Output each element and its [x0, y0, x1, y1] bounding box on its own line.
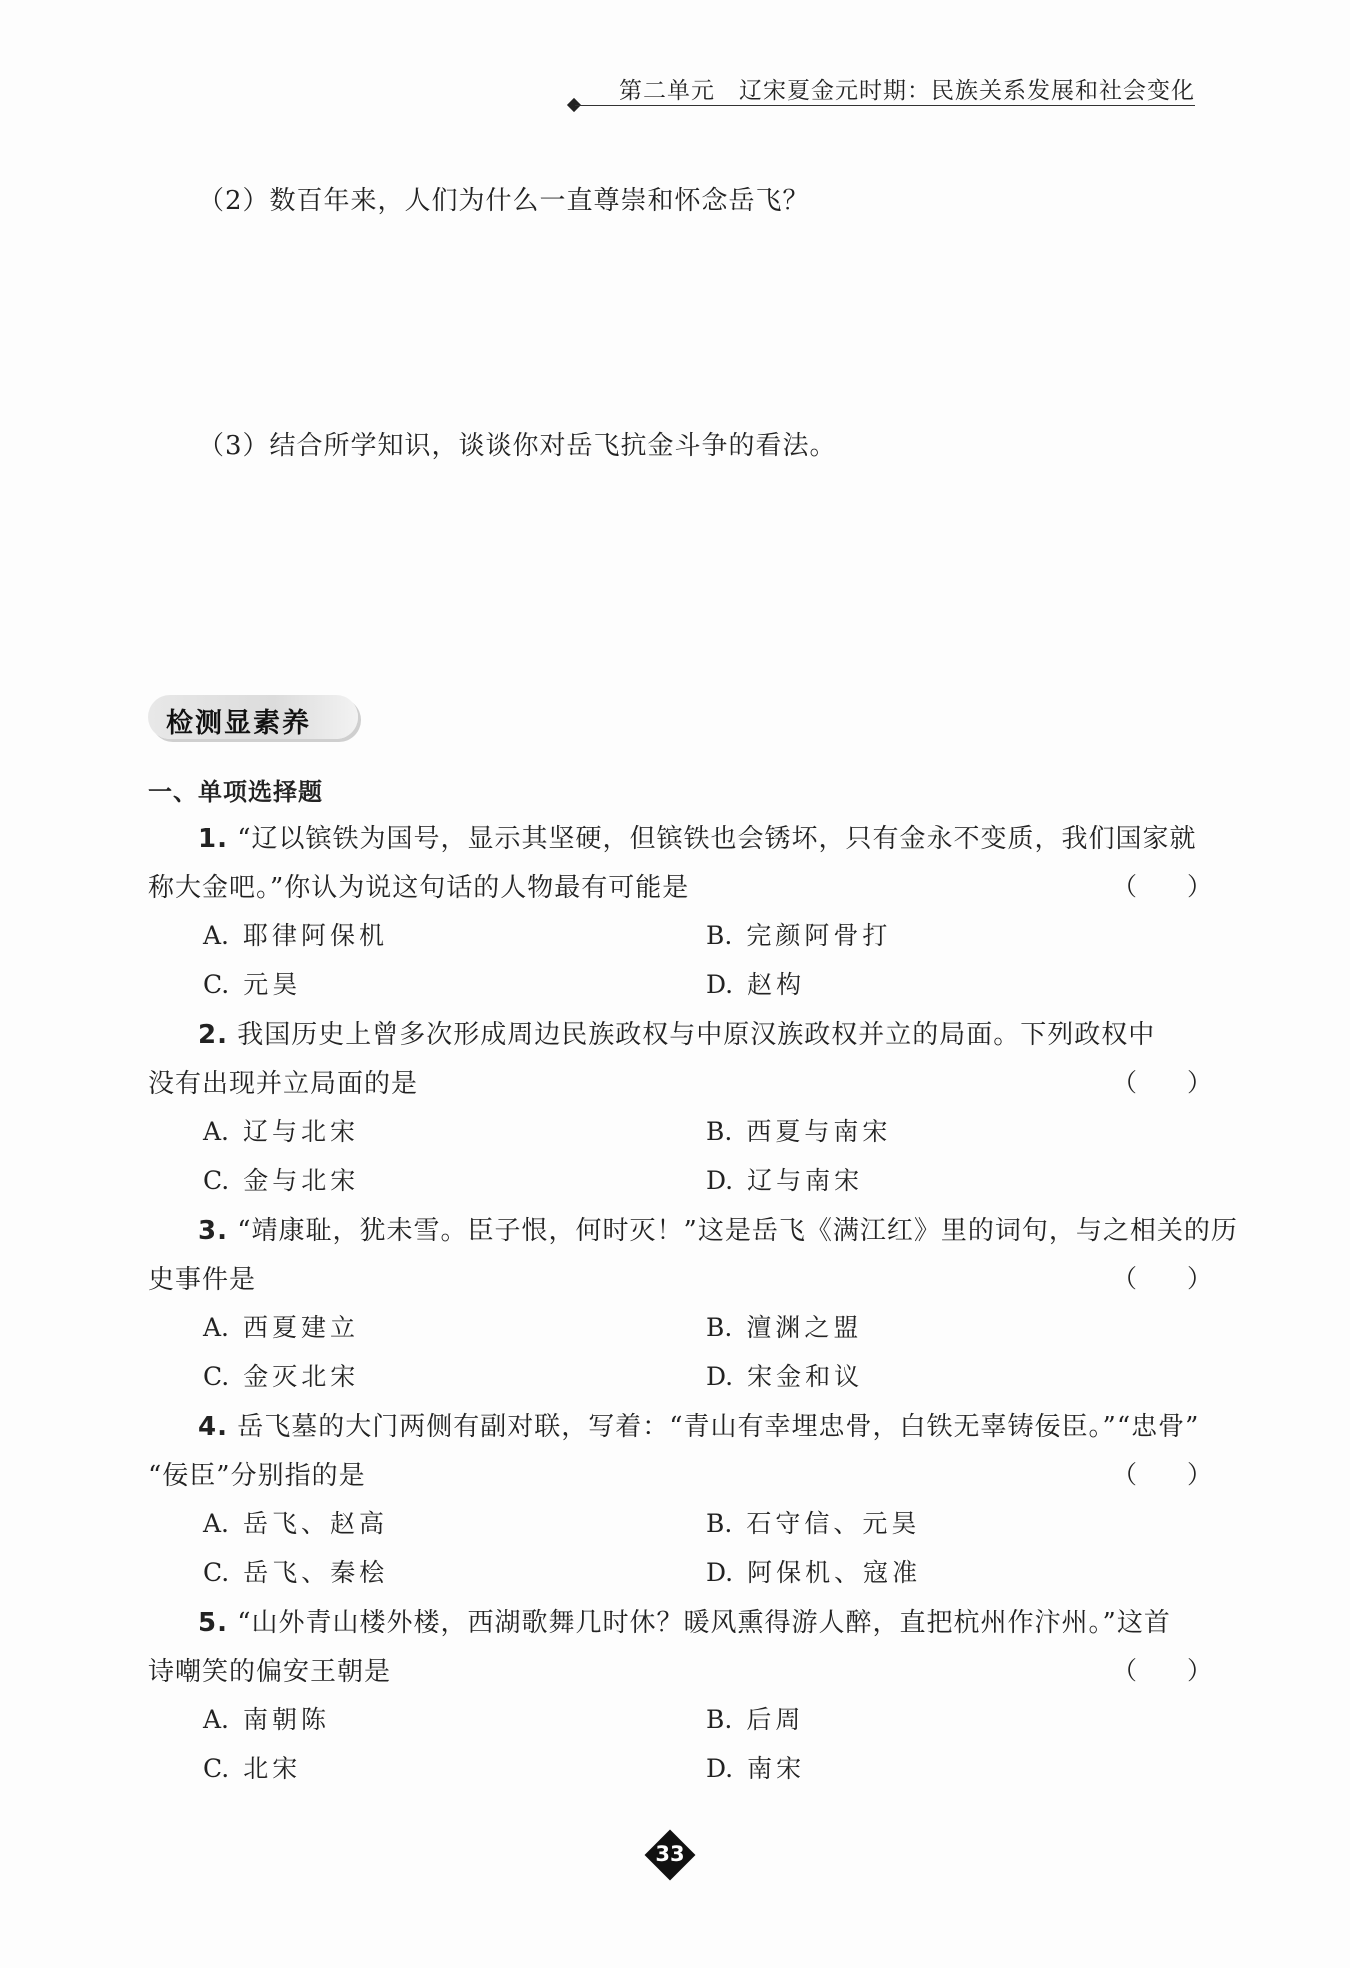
option-a[interactable] [203, 1112, 359, 1148]
option-c[interactable] [203, 1749, 301, 1785]
option-letter: D. [706, 1754, 734, 1783]
option-letter: A. [203, 1509, 230, 1538]
option-c[interactable] [203, 1553, 388, 1589]
option-letter: A. [203, 1313, 230, 1342]
option-letter: C. [203, 1754, 230, 1783]
option-c[interactable] [203, 1357, 359, 1393]
answer-blank[interactable]: （ ） [1112, 872, 1213, 901]
option-d[interactable] [706, 1553, 921, 1589]
option-text: 岳飞、秦桧 [243, 1558, 389, 1587]
option-b[interactable] [706, 1308, 862, 1344]
option-text: 后周 [746, 1705, 805, 1734]
option-letter: B. [706, 1509, 733, 1538]
option-letter: C. [203, 1166, 230, 1195]
option-letter: B. [706, 1705, 733, 1734]
sub-question-2: （2）数百年来，人们为什么一直尊崇和怀念岳飞？ [198, 186, 810, 216]
option-letter: D. [706, 1362, 734, 1391]
header-title: 第二单元 辽宋夏金元时期：民族关系发展和社会变化 [619, 78, 1195, 104]
option-letter: B. [706, 1117, 733, 1146]
question-text: “辽以镔铁为国号，显示其坚硬，但镔铁也会锈坏，只有金永不变质，我们国家就 [237, 824, 1197, 854]
option-text: 南朝陈 [243, 1705, 331, 1734]
option-text: 宋金和议 [747, 1362, 864, 1391]
option-text: 澶渊之盟 [746, 1313, 863, 1342]
option-letter: C. [203, 1362, 230, 1391]
sub-question-3: （3）结合所学知识，谈谈你对岳飞抗金斗争的看法。 [198, 431, 837, 461]
option-letter: D. [706, 1166, 734, 1195]
option-a[interactable] [203, 1504, 388, 1540]
question-line [198, 1406, 1199, 1443]
option-b[interactable] [706, 1112, 891, 1148]
question-number: 4. [198, 1412, 228, 1442]
question-number: 5. [198, 1608, 228, 1638]
option-d[interactable] [706, 1161, 863, 1197]
option-text: 赵构 [747, 970, 806, 999]
option-text: 金与北宋 [243, 1166, 360, 1195]
question-line-2: 没有出现并立局面的是 [148, 1069, 419, 1099]
question-text: “山外青山楼外楼，西湖歌舞几时休？暖风熏得游人醉，直把杭州作汴州。”这首 [237, 1608, 1171, 1638]
question-line [198, 1210, 1238, 1247]
option-letter: C. [203, 970, 230, 999]
option-d[interactable] [706, 1357, 863, 1393]
page-number-text: 33 [655, 1842, 685, 1866]
question-line-2: 称大金吧。”你认为说这句话的人物最有可能是 [148, 873, 690, 903]
question-line [198, 1014, 1155, 1051]
option-text: 北宋 [243, 1754, 302, 1783]
part-title: 一、单项选择题 [148, 778, 323, 806]
running-header [575, 72, 1195, 112]
answer-blank[interactable]: （ ） [1112, 1068, 1213, 1097]
section-banner [148, 693, 373, 743]
page-number [645, 1830, 695, 1880]
option-letter: A. [203, 1117, 230, 1146]
option-b[interactable] [706, 916, 891, 952]
question-number: 3. [198, 1216, 228, 1246]
option-letter: B. [706, 921, 733, 950]
question-line-2: 史事件是 [148, 1265, 257, 1295]
option-letter: D. [706, 1558, 734, 1587]
section-banner-label: 检测显素养 [166, 708, 311, 739]
question-text: “靖康耻，犹未雪。臣子恨，何时灭！”这是岳飞《满江红》里的词句，与之相关的历 [237, 1216, 1238, 1246]
option-text: 南宋 [747, 1754, 806, 1783]
option-text: 西夏与南宋 [746, 1117, 892, 1146]
option-text: 元昊 [243, 970, 302, 999]
option-c[interactable] [203, 965, 301, 1001]
option-letter: A. [203, 921, 230, 950]
option-text: 完颜阿骨打 [746, 921, 892, 950]
question-number: 1. [198, 824, 228, 854]
option-letter: B. [706, 1313, 733, 1342]
option-text: 辽与南宋 [747, 1166, 864, 1195]
question-line [198, 818, 1197, 855]
option-d[interactable] [706, 965, 805, 1001]
option-b[interactable] [706, 1504, 920, 1540]
question-text: 岳飞墓的大门两侧有副对联，写着：“青山有幸埋忠骨，白铁无辜铸佞臣。”“忠骨” [237, 1412, 1200, 1442]
answer-blank[interactable]: （ ） [1112, 1264, 1213, 1293]
option-text: 金灭北宋 [243, 1362, 360, 1391]
option-text: 阿保机、寇准 [747, 1558, 922, 1587]
option-text: 岳飞、赵高 [243, 1509, 389, 1538]
option-letter: D. [706, 970, 734, 999]
answer-blank[interactable]: （ ） [1112, 1460, 1213, 1489]
question-line-2: “佞臣”分别指的是 [148, 1461, 366, 1491]
question-line-2: 诗嘲笑的偏安王朝是 [148, 1657, 392, 1687]
option-text: 辽与北宋 [243, 1117, 360, 1146]
option-letter: A. [203, 1705, 230, 1734]
option-text: 西夏建立 [243, 1313, 360, 1342]
option-letter: C. [203, 1558, 230, 1587]
option-text: 石守信、元昊 [746, 1509, 921, 1538]
option-b[interactable] [706, 1700, 804, 1736]
option-d[interactable] [706, 1749, 805, 1785]
option-a[interactable] [203, 1308, 359, 1344]
header-rule [575, 105, 1195, 106]
option-a[interactable] [203, 1700, 330, 1736]
question-text: 我国历史上曾多次形成周边民族政权与中原汉族政权并立的局面。下列政权中 [237, 1020, 1156, 1050]
option-c[interactable] [203, 1161, 359, 1197]
answer-blank[interactable]: （ ） [1112, 1656, 1213, 1685]
question-line [198, 1602, 1171, 1639]
question-number: 2. [198, 1020, 228, 1050]
option-text: 耶律阿保机 [243, 921, 389, 950]
option-a[interactable] [203, 916, 388, 952]
